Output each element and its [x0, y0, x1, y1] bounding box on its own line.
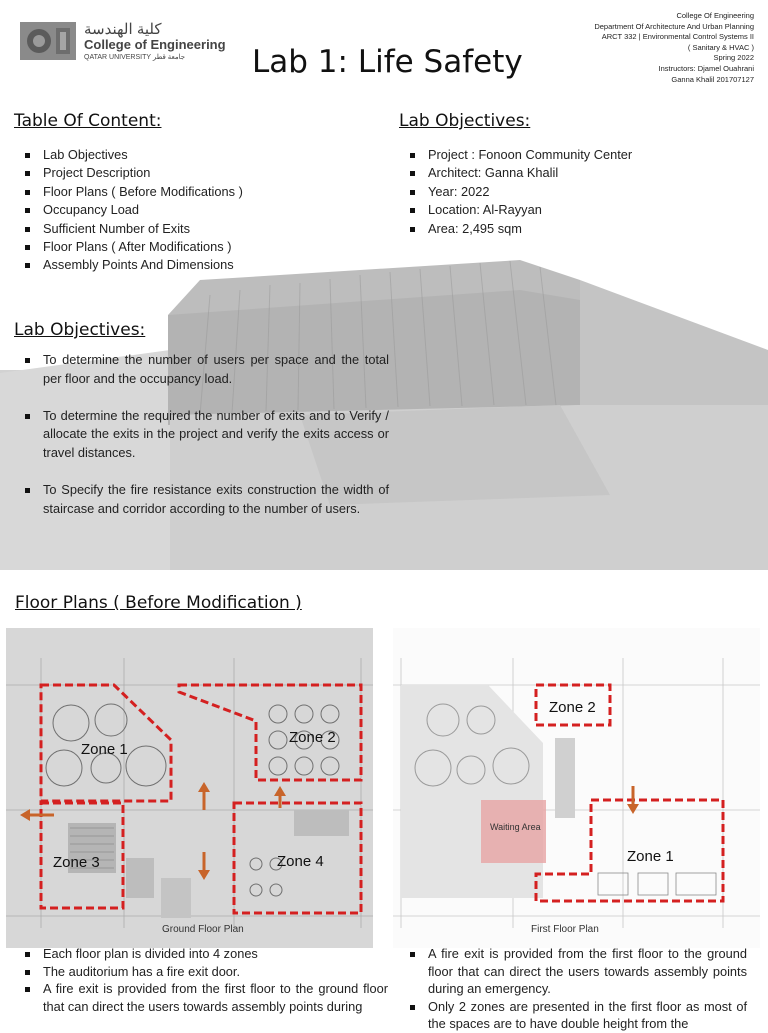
- page-title: Lab 1: Life Safety: [252, 44, 523, 80]
- list-item: Assembly Points And Dimensions: [14, 256, 374, 274]
- list-item: A fire exit is provided from the first floor to the ground floor that can direct the users towards assembly points during an emergency.: [399, 945, 747, 998]
- waiting-area-label: Waiting Area: [490, 822, 541, 832]
- list-item: Project : Fonoon Community Center: [399, 146, 759, 164]
- floor-plans-heading: Floor Plans ( Before Modification ): [15, 593, 302, 613]
- ground-zone-3-label: Zone 3: [53, 854, 100, 871]
- list-item: The auditorium has a fire exit door.: [14, 963, 388, 981]
- info-line: Spring 2022: [713, 53, 754, 63]
- objectives-heading: Lab Objectives:: [14, 320, 146, 340]
- list-item: Each floor plan is divided into 4 zones: [14, 945, 388, 963]
- list-item: Year: 2022: [399, 183, 759, 201]
- objectives-list: [14, 351, 389, 518]
- university-logo: [20, 22, 76, 60]
- list-item: Sufficient Number of Exits: [14, 220, 374, 238]
- info-line: Instructors: Djamel Ouahrani: [658, 63, 754, 73]
- list-item: A fire exit is provided from the first floor to the ground floor that can direct the users towards assembly points during: [14, 980, 388, 1015]
- ground-zone-4-label: Zone 4: [277, 853, 324, 870]
- list-item: Floor Plans ( Before Modifications ): [14, 183, 374, 201]
- first-floor-label: First Floor Plan: [531, 924, 599, 935]
- ground-zone-1-label: Zone 1: [81, 741, 128, 758]
- project-heading: Lab Objectives:: [399, 111, 531, 131]
- info-line: ARCT 332 | Environmental Control Systems II: [601, 32, 754, 42]
- ground-zone-2-label: Zone 2: [289, 729, 336, 746]
- logo-subtitle: QATAR UNIVERSITY جامعة قطر: [84, 54, 186, 61]
- ground-floor-plan: [6, 628, 373, 948]
- toc-heading: Table Of Content:: [14, 111, 162, 131]
- list-item: Project Description: [14, 164, 374, 182]
- info-line: ( Sanitary & HVAC ): [687, 42, 754, 52]
- info-line: Ganna Khalil 201707127: [671, 74, 754, 84]
- project-list: [399, 146, 759, 238]
- first-zone-1-label: Zone 1: [627, 848, 674, 865]
- list-item: Only 2 zones are presented in the first floor as most of the spaces are to have double height from the: [399, 998, 747, 1033]
- list-item: Occupancy Load: [14, 201, 374, 219]
- list-item: Architect: Ganna Khalil: [399, 164, 759, 182]
- list-item: Location: Al-Rayyan: [399, 201, 759, 219]
- ground-floor-label: Ground Floor Plan: [162, 924, 244, 935]
- list-item: To determine the required the number of exits and to Verify / allocate the exits in the project and verify the exits access or travel distances.: [14, 407, 389, 463]
- list-item: Lab Objectives: [14, 146, 374, 164]
- list-item: Area: 2,495 sqm: [399, 220, 759, 238]
- first-floor-plan: [393, 628, 760, 948]
- toc-list: [14, 146, 374, 275]
- info-line: Department Of Architecture And Urban Planning: [594, 21, 754, 31]
- notes-left-list: [14, 945, 388, 1015]
- list-item: Floor Plans ( After Modifications ): [14, 238, 374, 256]
- first-zone-2-label: Zone 2: [549, 699, 596, 716]
- list-item: To determine the number of users per space and the total per floor and the occupancy load.: [14, 351, 389, 388]
- list-item: To Specify the fire resistance exits construction the width of staircase and corridor according to the number of users.: [14, 481, 389, 518]
- info-line: College Of Engineering: [676, 11, 754, 20]
- logo-english-text: College of Engineering: [84, 37, 226, 52]
- notes-right-list: [399, 945, 747, 1033]
- course-info: [594, 11, 754, 85]
- logo-arabic-text: كلية الهندسة: [84, 21, 162, 38]
